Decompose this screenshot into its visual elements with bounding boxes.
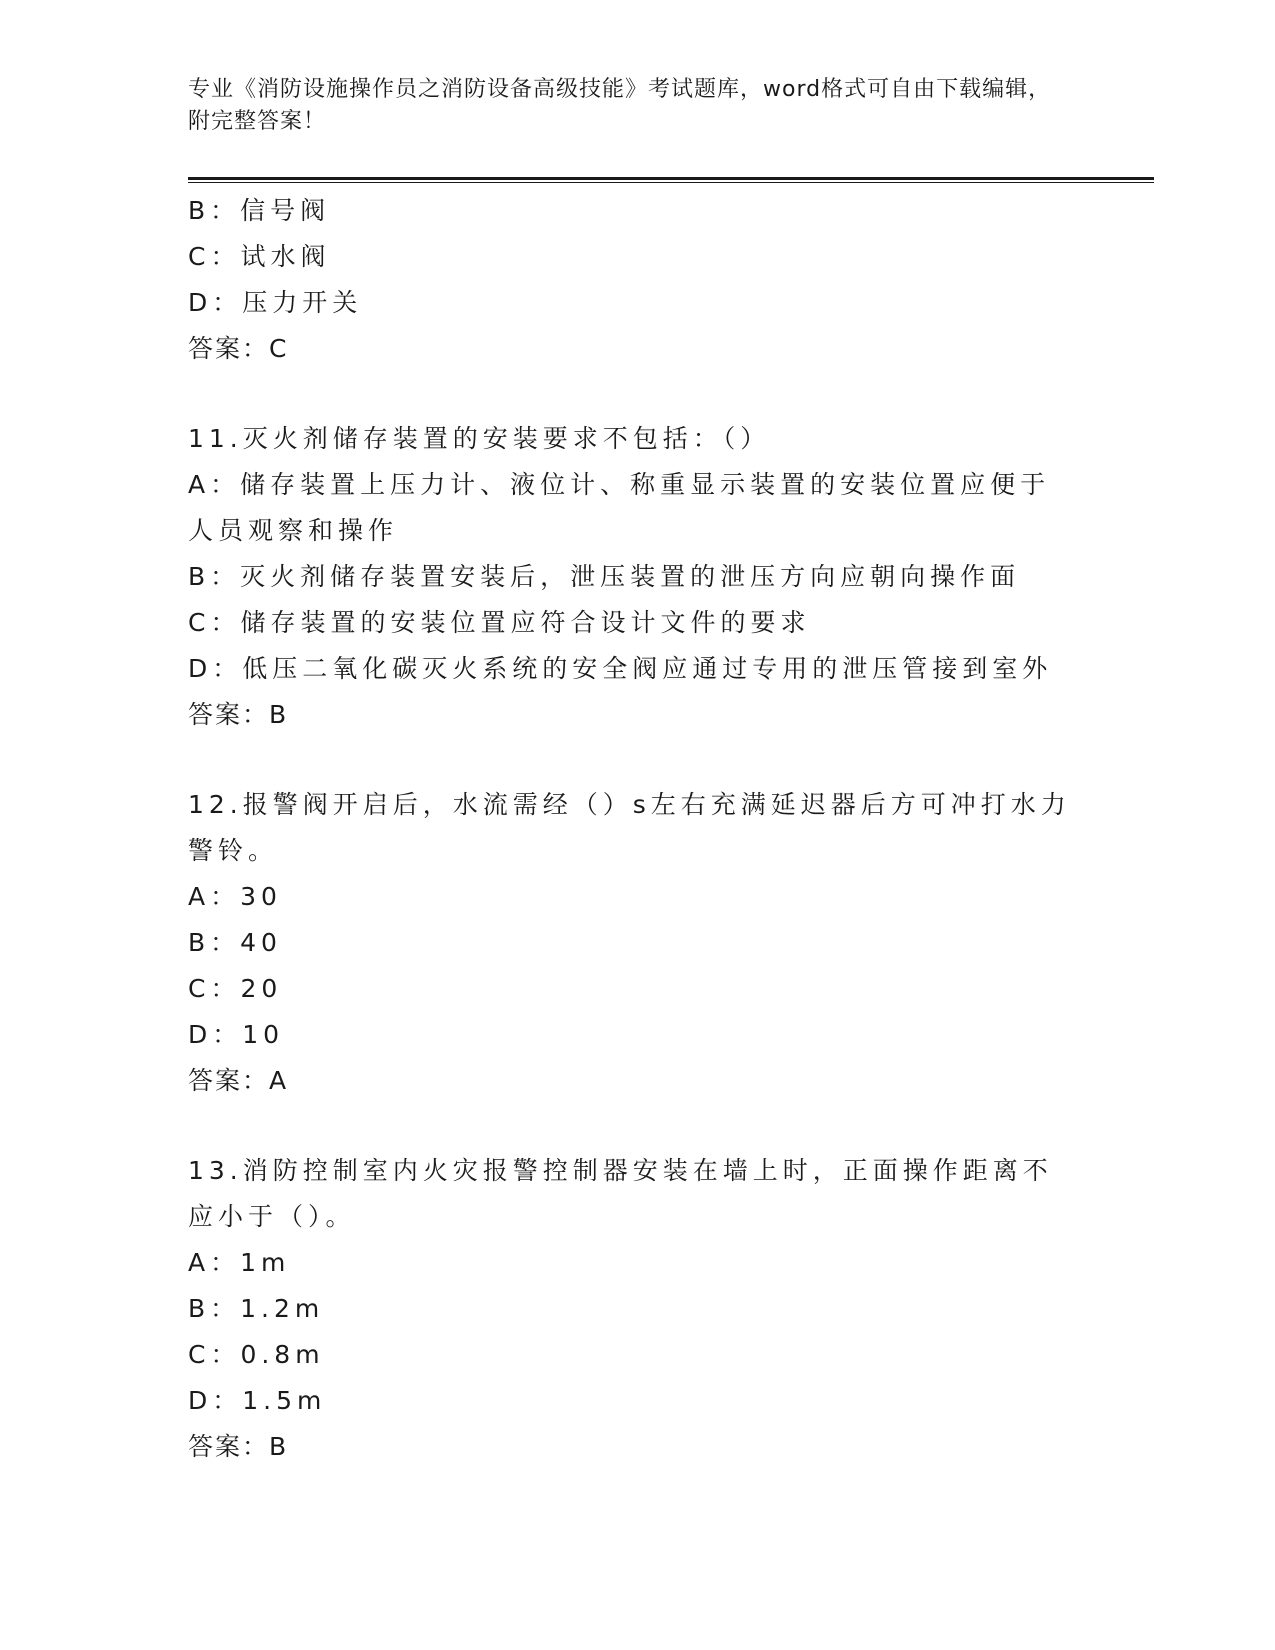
option-d: D：压力开关: [188, 288, 363, 317]
header-divider-thin: [188, 182, 1154, 183]
question-10-tail: [188, 188, 1078, 372]
header-divider-thick: [188, 177, 1154, 180]
option-d: D：低压二氧化碳灭火系统的安全阀应通过专用的泄压管接到室外: [188, 654, 1053, 683]
question-11: [188, 416, 1078, 738]
question-list: [188, 188, 1078, 1470]
question-text: 11.灭火剂储存装置的安装要求不包括：（）: [188, 424, 771, 453]
answer-line: 答案：A: [188, 1066, 289, 1095]
answer-line: 答案：B: [188, 700, 289, 729]
option-b: B：40: [188, 928, 282, 957]
option-d: D：1.5m: [188, 1386, 327, 1415]
option-c: C：0.8m: [188, 1340, 325, 1369]
option-c: C：储存装置的安装位置应符合设计文件的要求: [188, 608, 811, 637]
question-12: [188, 782, 1078, 1104]
option-b: B：灭火剂储存装置安装后，泄压装置的泄压方向应朝向操作面: [188, 562, 1021, 591]
option-d: D：10: [188, 1020, 285, 1049]
option-a: A：1m: [188, 1248, 291, 1277]
question-13: [188, 1148, 1078, 1470]
answer-line: 答案：C: [188, 334, 289, 363]
answer-line: 答案：B: [188, 1432, 289, 1461]
document-header: 专业《消防设施操作员之消防设备高级技能》考试题库，word格式可自由下载编辑，附完整答案！: [188, 77, 1052, 134]
question-text: 12.报警阀开启后，水流需经（）s左右充满延迟器后方可冲打水力警铃。: [188, 790, 1071, 865]
option-a: A：储存装置上压力计、液位计、称重显示装置的安装位置应便于人员观察和操作: [188, 470, 1051, 545]
question-text: 13.消防控制室内火灾报警控制器安装在墙上时，正面操作距离不应小于（）。: [188, 1156, 1053, 1231]
option-c: C：20: [188, 974, 283, 1003]
option-c: C：试水阀: [188, 242, 331, 271]
option-a: A：30: [188, 882, 282, 911]
option-b: B：1.2m: [188, 1294, 325, 1323]
option-b: B：信号阀: [188, 196, 331, 225]
